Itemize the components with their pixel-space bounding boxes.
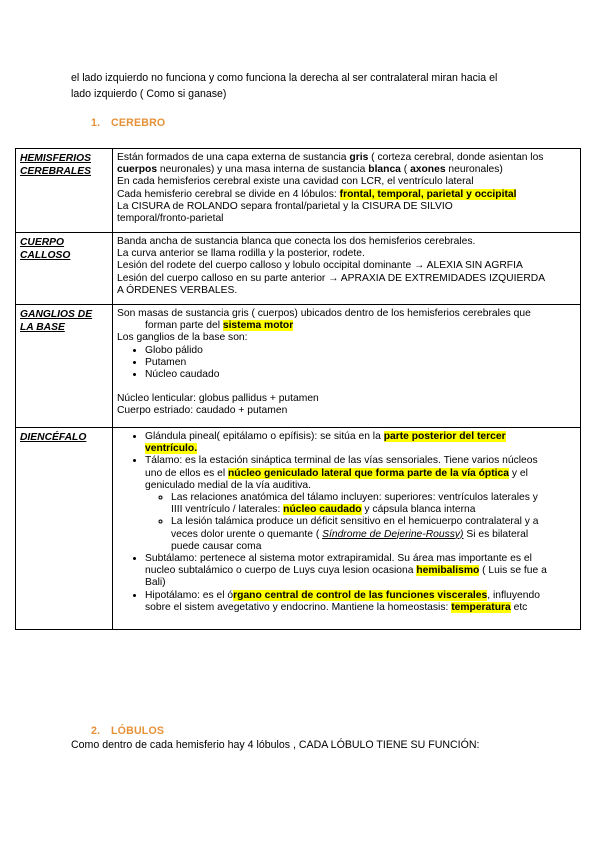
text: neuronales) (445, 164, 503, 176)
text: , influyendo (487, 589, 540, 601)
bold-text: cuerpos (117, 164, 158, 176)
intro-line-1: el lado izquierdo no funciona y como funciona la derecha al ser contralateral miran hacia el (71, 72, 498, 84)
text: Hipotálamo: es el ó (145, 589, 234, 601)
list-item-talamo (145, 455, 576, 553)
text-line: En cada hemisferios cerebral existe una cavidad con LCR, el ventrículo lateral (117, 176, 474, 188)
text: Bali) (145, 577, 166, 589)
label-line: HEMISFERIOS (20, 153, 91, 164)
text: IIII ventrículo / laterales: (171, 504, 284, 516)
text-line: Banda ancha de sustancia blanca que conecta los dos hemisferios cerebrales. (117, 236, 476, 247)
text: ( (400, 164, 411, 176)
section-heading-lobulos (91, 725, 164, 737)
talamo-sublist (145, 492, 576, 553)
section-number: 1. (91, 117, 101, 129)
text: ( Luis se fue a (479, 565, 547, 577)
list-item: • Globo pálido (145, 345, 576, 357)
label-line: LA BASE (20, 322, 65, 333)
text: Tálamo: es la estación sináptica terminal de las vías sensoriales. Tiene varios núcleos (145, 455, 538, 467)
table-row-hemisferios (16, 149, 581, 233)
text-line: Son masas de sustancia gris ( cuerpos) ubicados dentro de los hemisferios cerebrales que (117, 308, 531, 319)
list-item-hipotalamo (145, 590, 576, 614)
text-line (117, 189, 576, 201)
text: etc (510, 601, 528, 613)
list-item-pineal (145, 431, 576, 455)
text-line: Cuerpo estriado: caudado + putamen (117, 405, 288, 417)
text: Están formados de una capa externa de sustancia (117, 152, 350, 163)
label-line: DIENCÉFALO (20, 432, 87, 443)
italic-text: Síndrome de Dejerine-Roussy) (322, 528, 464, 540)
text: uno de ellos es el (145, 467, 229, 479)
table-row-diencefalo (16, 428, 581, 630)
section-heading-cerebro (91, 117, 165, 129)
text: y el (508, 467, 528, 479)
text-line: La CISURA de ROLANDO separa frontal/parietal y la CISURA DE SILVIO (117, 200, 453, 212)
text: puede causar coma (171, 540, 262, 552)
bold-text: axones (410, 164, 446, 176)
text: geniculado medial de la vía auditiva. (145, 479, 312, 491)
text-line: A ÓRDENES VERBALES. (117, 284, 238, 296)
text-line: Núcleo lenticular: globus pallidus + putamen (117, 393, 319, 405)
sub-list-item (171, 492, 576, 516)
table-row-ganglios (16, 305, 581, 428)
text: Glándula pineal( epitálamo o epífisis): se sitúa en la (145, 431, 384, 442)
label-line: CUERPO (20, 237, 65, 248)
text: Subtálamo: pertenece al sistema motor extrapiramidal. Su área mas importante es el (145, 553, 532, 565)
list-item: • Putamen (145, 357, 576, 369)
section-title: CEREBRO (111, 117, 166, 129)
intro-line-2: lado izquierdo ( Como si ganase) (71, 88, 227, 100)
text-line (117, 320, 576, 332)
text: Las relaciones anatómica del tálamo incluyen: superiores: ventrículos laterales y (171, 492, 538, 504)
highlight-text: ventrículo. (145, 443, 198, 455)
table-row-calloso (16, 233, 581, 305)
text-line (117, 164, 576, 176)
text: La lesión talámica produce un déficit sensitivo en el hemicuerpo contralateral y a (171, 516, 539, 528)
spacer (117, 381, 576, 393)
row-label-calloso (16, 233, 113, 305)
section-number: 2. (91, 725, 101, 737)
row-label-diencefalo (16, 428, 113, 630)
highlight-text: núcleo geniculado lateral que forma parte de la vía óptica (228, 467, 509, 479)
row-content-diencefalo (113, 428, 581, 630)
diencefalo-list (117, 431, 576, 614)
text: Si es bilateral (463, 528, 529, 540)
text: nucleo subtalámico o cuerpo de Luys cuya lesion ocasiona (145, 565, 417, 577)
highlight-text: rgano central de control de las funciones viscerales (233, 589, 488, 601)
row-content-calloso (113, 233, 581, 305)
lobulos-paragraph: Como dentro de cada hemisferio hay 4 lóbulos , CADA LÓBULO TIENE SU FUNCIÓN: (71, 739, 480, 751)
bold-text: blanca (368, 164, 401, 176)
row-label-ganglios (16, 305, 113, 428)
cerebro-table (15, 148, 581, 630)
label-line: CEREBRALES (20, 166, 91, 177)
highlight-text: sistema motor (222, 320, 294, 332)
highlight-text: hemibalismo (416, 565, 480, 577)
text: forman parte del (145, 320, 223, 332)
text: neuronales) y una masa interna de sustancia (157, 164, 369, 176)
row-content-ganglios (113, 305, 581, 428)
list-item: • Núcleo caudado (145, 369, 576, 381)
text-line: Los ganglios de la base son: (117, 332, 248, 344)
text: veces dolor urente o quemante ( (171, 528, 323, 540)
text-line (117, 152, 576, 164)
text-line: Lesión del rodete del cuerpo calloso y lobulo occipital dominante → ALEXIA SIN AGRFIA (117, 260, 523, 272)
row-label-hemisferios (16, 149, 113, 233)
label-line: GANGLIOS DE (20, 309, 93, 320)
row-content-hemisferios (113, 149, 581, 233)
text: Cada hemisferio cerebral se divide en 4 lóbulos: (117, 188, 340, 200)
text: y cápsula blanca interna (361, 504, 476, 516)
list-item-subtalamo (145, 553, 576, 590)
label-line: CALLOSO (20, 250, 71, 261)
text: ( corteza cerebral, donde asientan los (368, 152, 544, 163)
sub-list-item (171, 516, 576, 553)
ganglios-list (117, 345, 576, 382)
highlight-text: frontal, temporal, parietal y occipital (339, 188, 517, 200)
highlight-text: temperatura (451, 601, 511, 613)
highlight-text: parte posterior del tercer (383, 431, 506, 442)
section-title: LÓBULOS (111, 725, 165, 737)
text: sobre el sistem avegetativo y endocrino. Mantiene la homeostasis: (145, 601, 452, 613)
intro-paragraph (71, 70, 541, 102)
text-line: Lesión del cuerpo calloso en su parte anterior → APRAXIA DE EXTREMIDADES IZQUIERDA (117, 272, 546, 284)
text-line: temporal/fronto-parietal (117, 213, 224, 225)
text-line: La curva anterior se llama rodilla y la posterior, rodete. (117, 248, 365, 260)
highlight-text: núcleo caudado (283, 504, 362, 516)
bold-text: gris (349, 152, 369, 163)
